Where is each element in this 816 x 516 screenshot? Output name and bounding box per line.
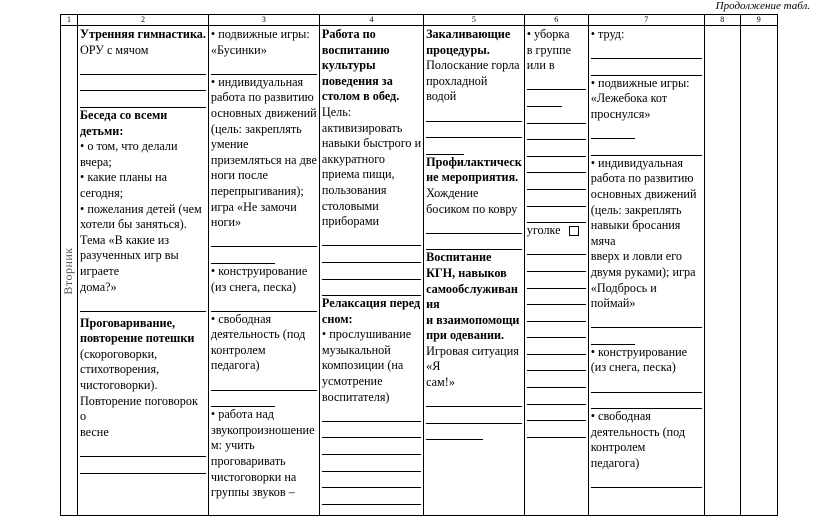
text-line: повторение потешки xyxy=(80,331,195,346)
text-line: «Я xyxy=(426,359,441,374)
text-line: столом в обед. xyxy=(321,89,400,104)
text-line xyxy=(527,223,586,239)
blank-line xyxy=(211,247,275,264)
table-continuation-caption: Продолжение табл. xyxy=(715,0,810,12)
blank-line xyxy=(80,75,206,92)
blank-line xyxy=(591,328,635,345)
morning-activities-cell xyxy=(78,26,209,516)
corner-label: уголке xyxy=(526,223,561,238)
blank-line xyxy=(80,440,206,457)
blank-line xyxy=(527,338,586,355)
column-number: 4 xyxy=(319,15,423,26)
text-line: • свободная xyxy=(590,409,651,424)
text-line: ие мероприятия. xyxy=(426,170,519,185)
empty-cell-8 xyxy=(704,26,740,516)
text-line: Утренняя гимнастика. xyxy=(80,27,206,41)
text-line: • работа над xyxy=(210,407,274,422)
text-line: перепрыгивания); xyxy=(210,183,304,198)
text-line: • конструирование xyxy=(210,263,308,278)
blank-line xyxy=(591,376,702,393)
text-line: детьми: xyxy=(80,123,124,138)
blank-line xyxy=(591,43,702,60)
text-line: поймай» xyxy=(590,296,636,311)
text-line: КГН, навыков xyxy=(426,265,507,280)
column-number: 3 xyxy=(208,15,319,26)
text-line: вверх и ловли его xyxy=(590,249,683,264)
blank-line xyxy=(591,139,702,156)
blank-line xyxy=(322,438,421,455)
day-cell xyxy=(61,26,78,516)
column-number: 5 xyxy=(424,15,525,26)
blank-line xyxy=(527,157,586,174)
text-line: проговаривать xyxy=(210,454,286,469)
blank-line xyxy=(591,59,702,76)
blank-line xyxy=(527,388,586,405)
text-line: чистоговорки). xyxy=(80,378,158,393)
text-line: умение xyxy=(210,137,249,152)
text-line: воспитателя) xyxy=(321,389,390,404)
text-line: • подвижные игры: xyxy=(210,27,310,41)
text-line: двумя руками); игра xyxy=(590,264,696,279)
blank-line xyxy=(211,295,317,312)
text-line: ия xyxy=(426,297,440,312)
blank-line xyxy=(211,58,317,75)
text-line: самообслуживан xyxy=(426,281,518,296)
blank-line xyxy=(591,123,635,140)
blank-line xyxy=(527,305,586,322)
text-line: разученных игр вы xyxy=(80,248,179,263)
text-line: сегодня; xyxy=(80,185,124,200)
text-line: столовыми xyxy=(321,198,379,213)
text-line: работа по развитию xyxy=(210,90,314,105)
plan-table xyxy=(60,14,778,516)
blank-line xyxy=(211,374,317,391)
text-line: (цель: закреплять xyxy=(590,202,682,217)
lunch-activities-cell xyxy=(319,26,423,516)
text-line: процедуры. xyxy=(426,42,490,57)
text-line: о xyxy=(80,409,87,424)
text-line: ноги» xyxy=(210,215,242,230)
text-line: Релаксация перед xyxy=(321,296,421,311)
text-line: пользования xyxy=(321,182,387,197)
text-line: работа по развитию xyxy=(590,171,694,186)
blank-line xyxy=(426,122,522,139)
blank-line xyxy=(426,424,483,441)
column-number: 1 xyxy=(61,15,78,26)
text-line: усмотрение xyxy=(321,374,383,389)
text-line: при одевании. xyxy=(426,328,505,343)
blank-line xyxy=(322,280,421,297)
blank-line xyxy=(527,355,586,372)
text-line: Цель: xyxy=(321,104,352,119)
text-line: игра «Не замочи xyxy=(210,199,297,214)
text-line: и взаимопомощи xyxy=(426,312,520,327)
column-number-row xyxy=(61,15,778,26)
day-row xyxy=(61,26,778,516)
text-line: Игровая ситуация xyxy=(426,343,519,358)
column-number: 2 xyxy=(78,15,209,26)
text-line: • о том, что делали xyxy=(80,139,178,154)
text-line: • индивидуальная xyxy=(590,155,683,170)
text-line: Беседа со всеми xyxy=(80,107,168,122)
text-line: «Лежебока кот xyxy=(590,91,668,106)
text-line: культуры xyxy=(321,58,376,73)
text-line: поведения за xyxy=(321,73,393,88)
blank-line xyxy=(322,263,421,280)
text-line: основных движений xyxy=(590,186,697,201)
blank-line xyxy=(591,472,702,489)
blank-line xyxy=(591,393,702,410)
text-line: Воспитание xyxy=(426,250,492,265)
text-line: основных движений xyxy=(210,105,317,120)
text-line: • прослушивание xyxy=(321,327,412,342)
blank-line xyxy=(426,391,522,408)
text-line: водой xyxy=(426,89,457,104)
text-line: звукопроизношение xyxy=(210,422,315,437)
text-line: педагога) xyxy=(590,456,640,471)
text-line: (из снега, песка) xyxy=(210,279,297,294)
blank-line xyxy=(527,207,586,224)
hygiene-activities-cell xyxy=(424,26,525,516)
text-line: • конструирование xyxy=(590,344,688,359)
text-line: навыки быстрого и xyxy=(321,136,422,151)
text-line: дома?» xyxy=(80,279,117,294)
text-line: • подвижные игры: xyxy=(590,75,690,90)
text-line: Работа по xyxy=(321,27,376,41)
column-number: 9 xyxy=(740,15,777,26)
column-number: 8 xyxy=(704,15,740,26)
blank-line xyxy=(322,488,421,505)
blank-line xyxy=(322,230,421,247)
text-line: хотели бы заняться). xyxy=(80,217,187,232)
text-line: аккуратного xyxy=(321,151,385,166)
text-line: прохладной xyxy=(426,73,488,88)
text-line: приземляться на две xyxy=(210,152,317,167)
text-line: мяча xyxy=(590,233,616,248)
text-line: «Бусинки» xyxy=(210,42,267,57)
blank-line xyxy=(527,289,586,306)
text-line: деятельность (под xyxy=(210,327,306,342)
blank-line xyxy=(426,217,522,234)
text-line: Хождение xyxy=(426,185,479,200)
blank-line xyxy=(80,91,206,108)
blank-line xyxy=(322,455,421,472)
text-line: «Подбрось и xyxy=(590,280,657,295)
blank-line xyxy=(527,272,586,289)
blank-line xyxy=(322,246,421,263)
blank-line xyxy=(527,74,586,91)
blank-line xyxy=(527,190,586,207)
text-line: музыкальной xyxy=(321,342,391,357)
text-line: м: учить xyxy=(210,438,255,453)
blank-line xyxy=(211,391,275,408)
text-line: сном: xyxy=(321,311,353,326)
walk-activities-cell xyxy=(208,26,319,516)
evening-walk-cell xyxy=(588,26,704,516)
text-line: приборами xyxy=(321,214,380,229)
blank-line xyxy=(527,90,562,107)
blank-line xyxy=(80,58,206,75)
text-line: босиком по ковру xyxy=(426,201,518,216)
text-line: воспитанию xyxy=(321,42,390,57)
text-line: Профилактическ xyxy=(426,154,522,169)
blank-line xyxy=(426,105,522,122)
text-line: (цель: закреплять xyxy=(210,121,302,136)
text-line: стихотворения, xyxy=(80,362,160,377)
blank-line xyxy=(527,421,586,438)
text-line: • какие планы на xyxy=(80,170,168,185)
text-line: композиции (на xyxy=(321,358,404,373)
text-line: • индивидуальная xyxy=(210,74,304,89)
text-line: • уборка xyxy=(526,27,570,41)
text-line: весне xyxy=(80,424,109,439)
blank-line xyxy=(527,255,586,272)
text-line: приема пищи, xyxy=(321,167,395,182)
column-number: 6 xyxy=(524,15,588,26)
text-line: ноги после xyxy=(210,168,268,183)
text-line: Закаливающие xyxy=(426,27,511,41)
text-line: группы звуков – xyxy=(210,485,295,500)
text-line: играете xyxy=(80,263,120,278)
text-line: деятельность (под xyxy=(590,424,686,439)
text-line: навыки бросания xyxy=(590,218,681,233)
blank-line xyxy=(426,138,464,155)
text-line: Проговаривание, xyxy=(80,315,176,330)
text-line: вчера; xyxy=(80,154,112,169)
blank-line xyxy=(426,407,522,424)
blank-line xyxy=(527,239,586,256)
text-line: • пожелания детей (чем xyxy=(80,201,202,216)
blank-line xyxy=(527,405,586,422)
checkbox-icon xyxy=(569,226,579,236)
text-line: • свободная xyxy=(210,311,272,326)
blank-line xyxy=(322,405,421,422)
text-line: проснулся» xyxy=(590,106,651,121)
text-line: контролем xyxy=(210,342,266,357)
text-line: Тема «В какие из xyxy=(80,232,170,247)
blank-line xyxy=(527,140,586,157)
blank-line xyxy=(322,422,421,439)
text-line: контролем xyxy=(590,440,646,455)
empty-cell-9 xyxy=(740,26,777,516)
labor-activities-cell xyxy=(524,26,588,516)
text-line: в группе xyxy=(526,42,572,57)
text-line: педагога) xyxy=(210,358,260,373)
text-line: или в xyxy=(526,58,555,73)
text-line: • труд: xyxy=(590,27,625,41)
text-line: (из снега, песка) xyxy=(590,360,676,375)
text-line: активизировать xyxy=(321,120,403,135)
blank-line xyxy=(322,472,421,489)
blank-line xyxy=(527,124,586,141)
text-line: Полоскание горла xyxy=(426,58,520,73)
text-line: (скороговорки, xyxy=(80,346,158,361)
blank-line xyxy=(527,371,586,388)
blank-line xyxy=(426,234,522,251)
blank-line xyxy=(527,173,586,190)
blank-line xyxy=(591,312,702,329)
day-label: Вторник xyxy=(61,246,76,295)
text-line: чистоговорки на xyxy=(210,469,297,484)
text-line: Повторение поговорок xyxy=(80,393,198,408)
blank-line xyxy=(211,231,317,248)
blank-line xyxy=(527,107,586,124)
column-number: 7 xyxy=(588,15,704,26)
text-line: ОРУ с мячом xyxy=(80,42,149,57)
blank-line xyxy=(527,322,586,339)
text-line: сам!» xyxy=(426,375,455,390)
blank-line xyxy=(80,295,206,312)
blank-line xyxy=(80,457,206,474)
